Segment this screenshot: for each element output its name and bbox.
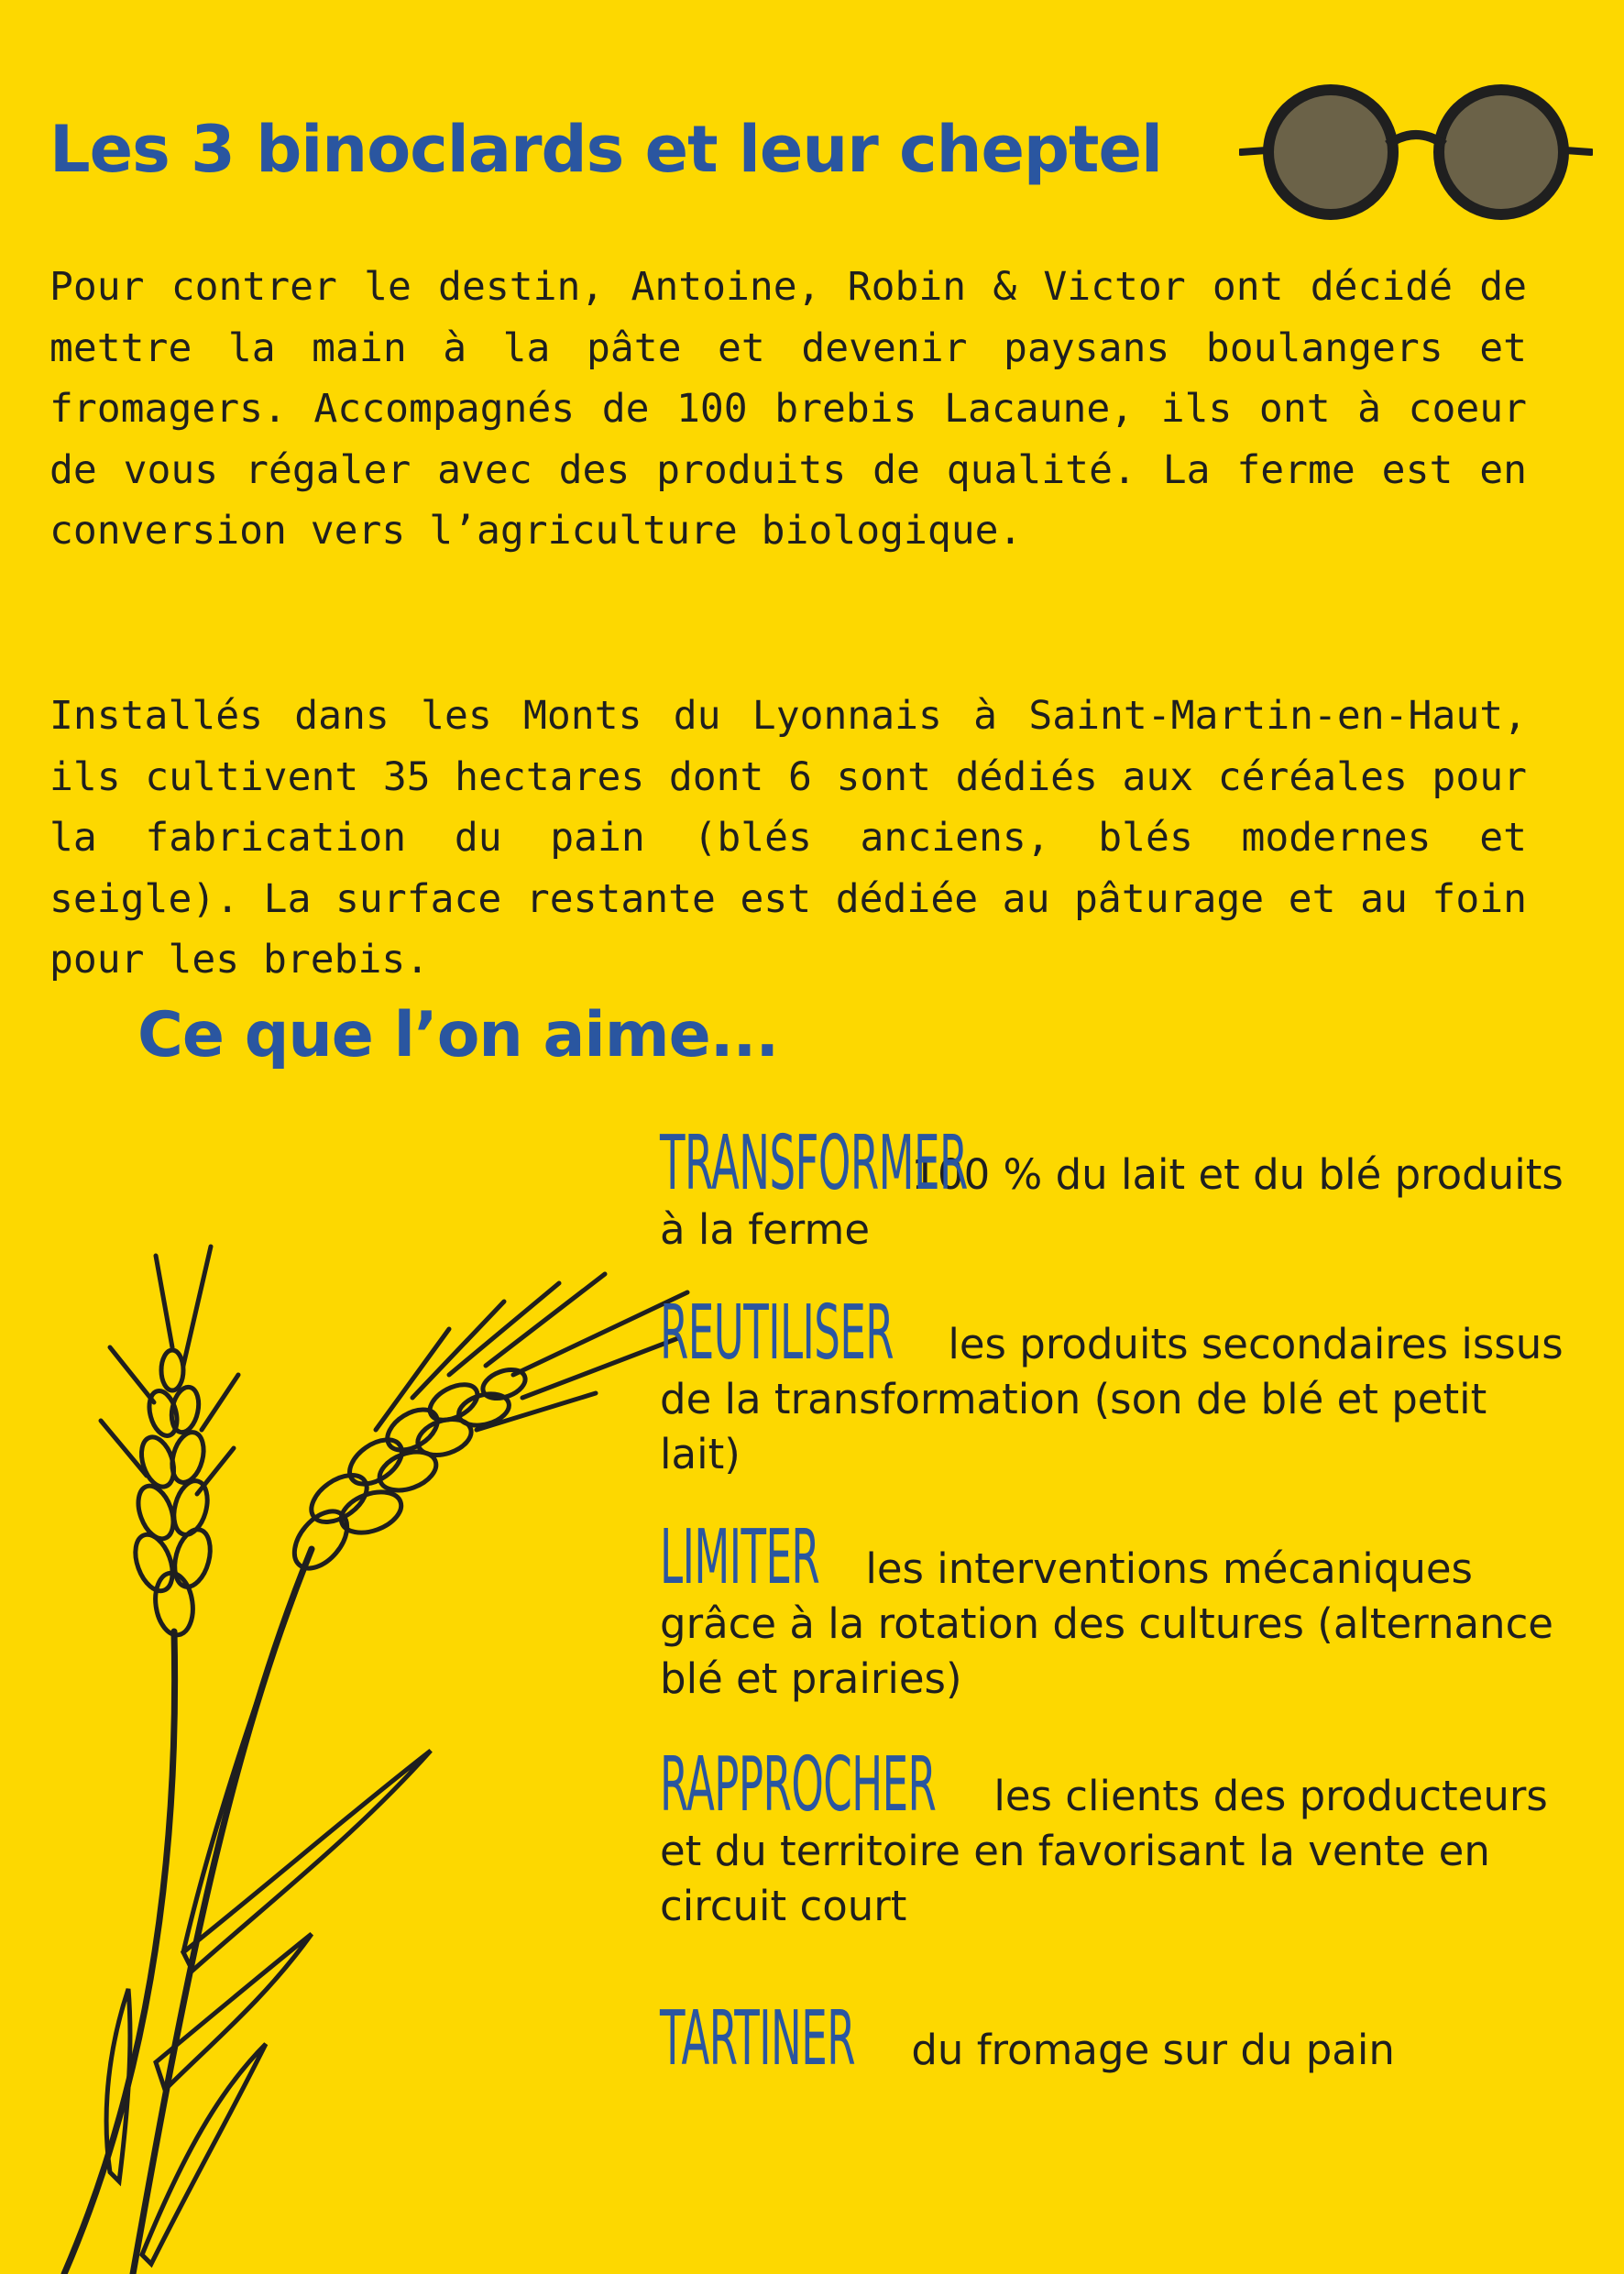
value-keyword: TRANSFORMER (660, 1120, 968, 1207)
value-item-reutiliser (660, 1290, 1567, 1482)
value-text: les clients des producteurs et du territoire en favorisant la vente en circuit court (660, 1772, 1548, 1930)
page-title: Les 3 binoclards et leur cheptel (49, 112, 1162, 187)
value-item-transformer (660, 1120, 1567, 1258)
section-title: Ce que l’on aime... (137, 999, 779, 1071)
value-text: les produits secondaires issus de la transformation (son de blé et petit lait) (660, 1320, 1564, 1478)
value-text: du fromage sur du pain (911, 2026, 1395, 2074)
value-keyword: RAPPROCHER (660, 1741, 937, 1829)
value-text: les interventions mécaniques grâce à la rotation des cultures (alternance blé et prairies) (660, 1544, 1553, 1703)
intro-paragraph-1: Pour contrer le destin, Antoine, Robin & Victor ont décidé de mettre la main à la pâte et devenir paysans boulangers et fromagers. Accompagnés de 100 brebis Lacaune, ils ont à coeur de vous régaler avec des produits de qualité. La ferme est en conversion vers l’agriculture biologique. (49, 264, 1527, 554)
glasses-icon (1239, 81, 1593, 224)
value-text: 100 % du lait et du blé produits à la ferme (660, 1150, 1564, 1254)
value-keyword: TARTINER (660, 1995, 855, 2082)
value-keyword: REUTILISER (660, 1290, 894, 1377)
value-item-limiter (660, 1514, 1567, 1707)
intro-paragraph-2: Installés dans les Monts du Lyonnais à Saint-Martin-en-Haut, ils cultivent 35 hectares dont 6 sont dédiés aux céréales pour la fabrication du pain (blés anciens, blés modernes et seigle). La surface restante est dédiée au pâturage et au foin pour les brebis. (49, 693, 1527, 983)
value-keyword: LIMITER (660, 1514, 820, 1601)
value-item-tartiner (660, 1995, 1567, 2082)
value-item-rapprocher (660, 1741, 1567, 1934)
wheat-illustration (46, 1237, 706, 2274)
